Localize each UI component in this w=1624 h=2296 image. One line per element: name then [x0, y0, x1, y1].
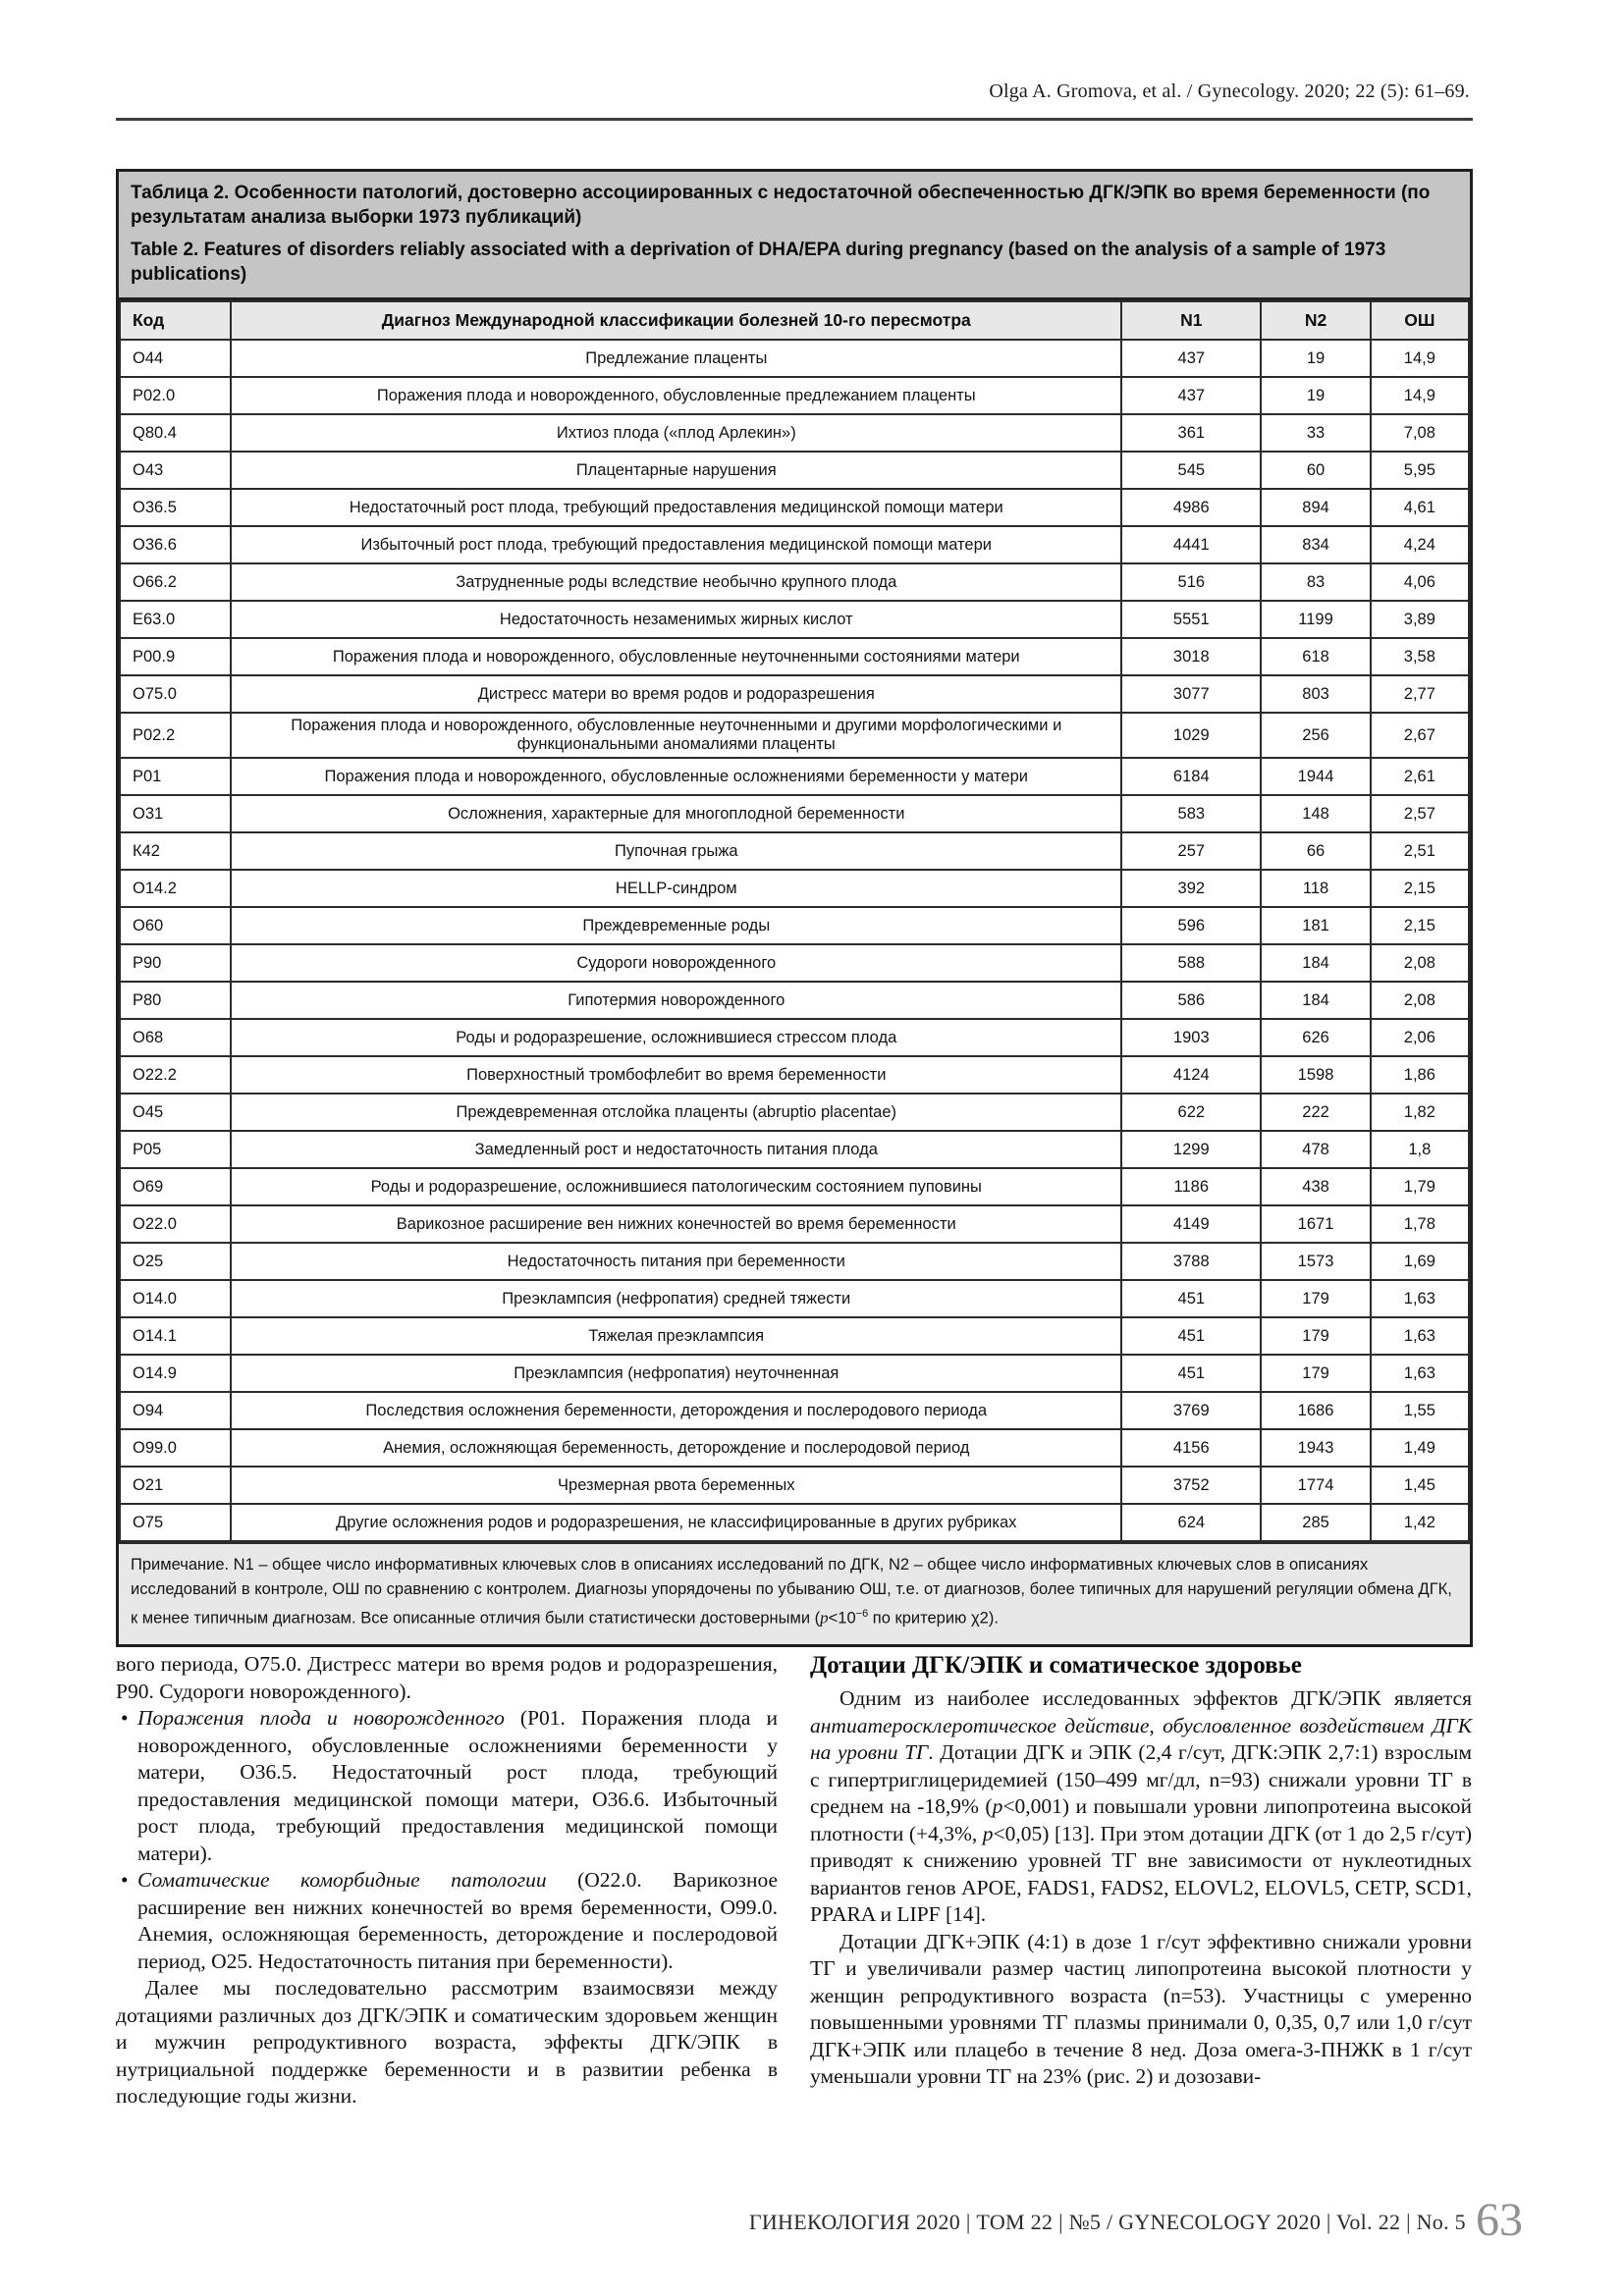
cell-code: О14.0 [120, 1280, 231, 1317]
table-row [120, 1317, 1469, 1355]
cell-diagnosis: Осложнения, характерные для многоплодной беременности [231, 795, 1121, 832]
cell-value: 179 [1261, 1317, 1370, 1355]
cell-code: О66.2 [120, 563, 231, 601]
cell-diagnosis: Предлежание плаценты [231, 340, 1121, 377]
paragraph [810, 1685, 1472, 1929]
table-row [120, 1243, 1469, 1280]
cell-diagnosis: Преэклампсия (нефропатия) средней тяжести [231, 1280, 1121, 1317]
cell-code: Р05 [120, 1131, 231, 1168]
cell-value: 1,86 [1371, 1056, 1469, 1094]
note-p-italic: p [820, 1608, 829, 1628]
cell-value: 1,78 [1371, 1205, 1469, 1243]
text-segment: <0,001) и повышали уровни липопротеина высокой плотности (+4,3%, [810, 1794, 1472, 1845]
table-row [120, 832, 1469, 870]
cell-code: Р00.9 [120, 638, 231, 675]
cell-value: 586 [1121, 982, 1261, 1019]
cell-diagnosis: Преэклампсия (нефропатия) неуточненная [231, 1355, 1121, 1392]
cell-code: О36.5 [120, 489, 231, 526]
cell-value: 3018 [1121, 638, 1261, 675]
paragraph [116, 1975, 778, 2110]
cell-value: 1,42 [1371, 1504, 1469, 1541]
cell-value: 545 [1121, 452, 1261, 489]
table-row [120, 452, 1469, 489]
cell-value: 624 [1121, 1504, 1261, 1541]
cell-value: 256 [1261, 713, 1370, 758]
cell-code: Р80 [120, 982, 231, 1019]
table-row [120, 1280, 1469, 1317]
note-text: Примечание. N1 – общее число информативных ключевых слов в описаниях исследований по ДГК, N2 – общее число информативных ключевых слов в описаниях исследований в контроле, ОШ по сравнению с контролем. Диагнозы упорядочены по убыванию ОШ, т.е. от диагнозов, более типичных для нарушений регуляции обмена ДГК, к менее типичным диагнозам. Все описанные отличия были статистически достоверными ( [131, 1556, 1452, 1628]
cell-value: 3769 [1121, 1392, 1261, 1429]
table-row [120, 563, 1469, 601]
cell-value: 2,15 [1371, 907, 1469, 944]
cell-code: О44 [120, 340, 231, 377]
cell-value: 3077 [1121, 675, 1261, 713]
cell-diagnosis: Роды и родоразрешение, осложнившиеся стрессом плода [231, 1019, 1121, 1056]
cell-diagnosis: Роды и родоразрешение, осложнившиеся патологическим состоянием пуповины [231, 1168, 1121, 1205]
cell-value: 66 [1261, 832, 1370, 870]
table-row [120, 675, 1469, 713]
bullet-marker: • [121, 1868, 129, 1892]
table-row [120, 870, 1469, 907]
cell-code: Е63.0 [120, 601, 231, 638]
cell-value: 5,95 [1371, 452, 1469, 489]
cell-code: О36.6 [120, 526, 231, 563]
cell-code: О43 [120, 452, 231, 489]
cell-code: Р02.0 [120, 377, 231, 414]
cell-value: 2,08 [1371, 982, 1469, 1019]
cell-diagnosis: Плацентарные нарушения [231, 452, 1121, 489]
cell-diagnosis: Недостаточный рост плода, требующий предоставления медицинской помощи матери [231, 489, 1121, 526]
cell-value: 1671 [1261, 1205, 1370, 1243]
cell-value: 6184 [1121, 758, 1261, 795]
table-header-row [120, 301, 1469, 340]
table-row [120, 1392, 1469, 1429]
cell-diagnosis: Пупочная грыжа [231, 832, 1121, 870]
cell-value: 437 [1121, 377, 1261, 414]
page-footer [748, 2194, 1523, 2246]
cell-value: 184 [1261, 944, 1370, 982]
cell-value: 14,9 [1371, 340, 1469, 377]
cell-value: 4124 [1121, 1056, 1261, 1094]
cell-code: О25 [120, 1243, 231, 1280]
note-text: по критерию χ2). [868, 1609, 999, 1628]
article-body [116, 1651, 1473, 2110]
table-row [120, 601, 1469, 638]
cell-value: 179 [1261, 1355, 1370, 1392]
table-row [120, 1467, 1469, 1504]
cell-value: 1,82 [1371, 1094, 1469, 1131]
cell-value: 1,63 [1371, 1355, 1469, 1392]
cell-value: 148 [1261, 795, 1370, 832]
cell-diagnosis: Преждевременная отслойка плаценты (abruptio placentae) [231, 1094, 1121, 1131]
cell-value: 894 [1261, 489, 1370, 526]
cell-diagnosis: Поверхностный тромбофлебит во время беременности [231, 1056, 1121, 1094]
cell-value: 583 [1121, 795, 1261, 832]
cell-value: 3,89 [1371, 601, 1469, 638]
text-segment: Одним из наиболее исследованных эффектов ДГК/ЭПК является [839, 1686, 1472, 1710]
cell-value: 285 [1261, 1504, 1370, 1541]
cell-diagnosis: Ихтиоз плода («плод Арлекин») [231, 414, 1121, 452]
table-row [120, 489, 1469, 526]
text-segment: Дотации ДГК+ЭПК (4:1) в дозе 1 г/сут эффективно снижали уровни ТГ и увеличивали размер частиц липопротеина высокой плотности у женщин репродуктивного возраста (n=53). Участницы с умеренно повышенными уровнями ТГ плазмы принимали 0, 0,35, 0,7 или 1,0 г/сут ДГК+ЭПК или плацебо в течение 8 нед. Доза омега-3-ПНЖК в 1 г/сут уменьшали уровни ТГ на 23% (рис. 2) и дозозави- [810, 1929, 1472, 2088]
cell-diagnosis: Недостаточность незаменимых жирных кислот [231, 601, 1121, 638]
cell-code: Р90 [120, 944, 231, 982]
cell-value: 19 [1261, 340, 1370, 377]
cell-code: О45 [120, 1094, 231, 1131]
text-segment: Далее мы последовательно рассмотрим взаимосвязи между дотациями различных доз ДГК/ЭПК и соматическим здоровьем женщин и мужчин репродуктивного возраста, эффекты ДГК/ЭПК в нутрициальной поддержке беременности и в развитии ребенка в последующие годы жизни. [116, 1976, 778, 2108]
bullet-marker: • [121, 1706, 129, 1730]
table2-grid [119, 300, 1470, 1542]
text-segment: антиатеросклеротическое действие, обусловленное воздействием ДГК на уровни ТГ [810, 1713, 1472, 1764]
cell-value: 2,08 [1371, 944, 1469, 982]
cell-code: О75 [120, 1504, 231, 1541]
cell-value: 1,49 [1371, 1429, 1469, 1467]
cell-value: 1186 [1121, 1168, 1261, 1205]
table2-title [119, 172, 1470, 300]
cell-value: 2,67 [1371, 713, 1469, 758]
cell-value: 451 [1121, 1280, 1261, 1317]
cell-code: О14.1 [120, 1317, 231, 1355]
cell-value: 3788 [1121, 1243, 1261, 1280]
cell-code: Р02.2 [120, 713, 231, 758]
cell-value: 1,79 [1371, 1168, 1469, 1205]
table-row [120, 944, 1469, 982]
cell-code: О21 [120, 1467, 231, 1504]
cell-diagnosis: Дистресс матери во время родов и родоразрешения [231, 675, 1121, 713]
cell-value: 1944 [1261, 758, 1370, 795]
cell-value: 2,77 [1371, 675, 1469, 713]
cell-value: 4,06 [1371, 563, 1469, 601]
cell-diagnosis: Тяжелая преэклампсия [231, 1317, 1121, 1355]
table2-note [119, 1542, 1470, 1644]
cell-value: 478 [1261, 1131, 1370, 1168]
cell-code: О68 [120, 1019, 231, 1056]
cell-value: 1,63 [1371, 1317, 1469, 1355]
table-row [120, 1131, 1469, 1168]
cell-value: 1,55 [1371, 1392, 1469, 1429]
cell-value: 1774 [1261, 1467, 1370, 1504]
column-header: N2 [1261, 301, 1370, 340]
cell-value: 184 [1261, 982, 1370, 1019]
cell-value: 4441 [1121, 526, 1261, 563]
table2 [116, 169, 1473, 1647]
cell-value: 179 [1261, 1280, 1370, 1317]
cell-diagnosis: Недостаточность питания при беременности [231, 1243, 1121, 1280]
cell-code: О75.0 [120, 675, 231, 713]
cell-code: О22.0 [120, 1205, 231, 1243]
text-segment: (О22.0. Варикозное расширение вен нижних конечностей во время беременности, О99.0. Анемия, осложняющая беременность, деторождение и послеродовой период, О25. Недостаточность питания при беременности). [137, 1868, 778, 1973]
cell-value: 1903 [1121, 1019, 1261, 1056]
cell-diagnosis: Анемия, осложняющая беременность, деторождение и послеродовой период [231, 1429, 1121, 1467]
cell-diagnosis: Варикозное расширение вен нижних конечностей во время беременности [231, 1205, 1121, 1243]
cell-value: 588 [1121, 944, 1261, 982]
cell-value: 451 [1121, 1355, 1261, 1392]
cell-diagnosis: Судороги новорожденного [231, 944, 1121, 982]
cell-value: 1,45 [1371, 1467, 1469, 1504]
cell-value: 60 [1261, 452, 1370, 489]
cell-value: 1,8 [1371, 1131, 1469, 1168]
cell-value: 803 [1261, 675, 1370, 713]
cell-code: О31 [120, 795, 231, 832]
cell-code: К42 [120, 832, 231, 870]
table-row [120, 795, 1469, 832]
cell-diagnosis: Замедленный рост и недостаточность питания плода [231, 1131, 1121, 1168]
table2-title-ru: Таблица 2. Особенности патологий, достоверно ассоциированных с недостаточной обеспеченностью ДГК/ЭПК во время беременности (по результатам анализа выборки 1973 публикаций) [131, 183, 1431, 228]
cell-value: 596 [1121, 907, 1261, 944]
table-row [120, 1019, 1469, 1056]
cell-value: 33 [1261, 414, 1370, 452]
cell-diagnosis: Избыточный рост плода, требующий предоставления медицинской помощи матери [231, 526, 1121, 563]
table-row [120, 713, 1469, 758]
table2-title-en: Table 2. Features of disorders reliably associated with a deprivation of DHA/EPA during pregnancy (based on the analysis of a sample of 1973 publications) [131, 240, 1386, 285]
cell-code: О60 [120, 907, 231, 944]
cell-value: 222 [1261, 1094, 1370, 1131]
cell-value: 1029 [1121, 713, 1261, 758]
cell-code: О69 [120, 1168, 231, 1205]
cell-diagnosis: Другие осложнения родов и родоразрешения, не классифицированные в других рубриках [231, 1504, 1121, 1541]
cell-value: 2,51 [1371, 832, 1469, 870]
cell-value: 1598 [1261, 1056, 1370, 1094]
text-segment: вого периода, О75.0. Дистресс матери во время родов и родоразрешения, Р90. Судороги новорожденного). [116, 1652, 778, 1703]
cell-value: 4986 [1121, 489, 1261, 526]
cell-value: 1299 [1121, 1131, 1261, 1168]
cell-diagnosis: Поражения плода и новорожденного, обусловленные неуточненными и другими морфологическими и функциональными аномалиями плаценты [231, 713, 1121, 758]
text-segment: Соматические коморбидные патологии [137, 1868, 547, 1892]
cell-value: 361 [1121, 414, 1261, 452]
right-column [810, 1651, 1472, 2110]
cell-value: 622 [1121, 1094, 1261, 1131]
cell-diagnosis: Чрезмерная рвота беременных [231, 1467, 1121, 1504]
cell-code: Q80.4 [120, 414, 231, 452]
cell-value: 118 [1261, 870, 1370, 907]
text-segment: p [982, 1821, 994, 1845]
column-header: ОШ [1371, 301, 1469, 340]
cell-code: О14.9 [120, 1355, 231, 1392]
table-row [120, 1168, 1469, 1205]
cell-value: 516 [1121, 563, 1261, 601]
text-segment: p [992, 1794, 1003, 1818]
bullet-item [116, 1867, 778, 1975]
paragraph [116, 1651, 778, 1705]
cell-diagnosis: Затрудненные роды вследствие необычно крупного плода [231, 563, 1121, 601]
paragraph [810, 1929, 1472, 2091]
cell-value: 4,24 [1371, 526, 1469, 563]
text-segment: (Р01. Поражения плода и новорожденного, обусловленные осложнениями беременности у матери, О36.5. Недостаточный рост плода, требующий предоставления медицинской помощи матери, О36.6. Избыточный рост плода, требующий предоставления медицинской помощи матери). [137, 1706, 778, 1865]
cell-value: 1199 [1261, 601, 1370, 638]
table-row [120, 1355, 1469, 1392]
journal-footer-line: ГИНЕКОЛОГИЯ 2020 | ТОМ 22 | №5 / GYNECOLOGY 2020 | Vol. 22 | No. 5 [748, 2210, 1466, 2234]
table-row [120, 907, 1469, 944]
cell-value: 4,61 [1371, 489, 1469, 526]
table-row [120, 414, 1469, 452]
left-column [116, 1651, 778, 2110]
page-number: 63 [1476, 2194, 1523, 2246]
table-row [120, 340, 1469, 377]
cell-code: О94 [120, 1392, 231, 1429]
cell-code: О99.0 [120, 1429, 231, 1467]
cell-value: 438 [1261, 1168, 1370, 1205]
cell-value: 181 [1261, 907, 1370, 944]
cell-value: 1943 [1261, 1429, 1370, 1467]
cell-diagnosis: Гипотермия новорожденного [231, 982, 1121, 1019]
cell-code: Р01 [120, 758, 231, 795]
header-rule [116, 118, 1473, 121]
text-segment: <0,05) [13]. При этом дотации ДГК (от 1 до 2,5 г/сут) приводят к снижению уровней ТГ вне зависимости от нуклеотидных вариантов генов APOE, FADS1, FADS2, ELOVL2, ELOVL5, CETP, SCD1, PPARA и LIPF [14]. [810, 1821, 1472, 1926]
cell-value: 1,63 [1371, 1280, 1469, 1317]
cell-value: 1686 [1261, 1392, 1370, 1429]
cell-value: 626 [1261, 1019, 1370, 1056]
cell-value: 451 [1121, 1317, 1261, 1355]
table-row [120, 1205, 1469, 1243]
cell-diagnosis: Последствия осложнения беременности, деторождения и послеродового периода [231, 1392, 1121, 1429]
table-row [120, 1056, 1469, 1094]
cell-value: 14,9 [1371, 377, 1469, 414]
note-superscript: −6 [855, 1608, 869, 1620]
column-header: Диагноз Международной классификации болезней 10-го пересмотра [231, 301, 1121, 340]
cell-value: 437 [1121, 340, 1261, 377]
table-row [120, 526, 1469, 563]
table-row [120, 758, 1469, 795]
running-head-citation: Olga A. Gromova, et al. / Gynecology. 2020; 22 (5): 61–69. [989, 80, 1470, 102]
cell-value: 2,15 [1371, 870, 1469, 907]
text-segment: . Дотации ДГК и ЭПК (2,4 г/сут, ДГК:ЭПК 2,7:1) взрослым с гипертриглицеридемией (150–499 мг/дл, n=93) снижали уровни ТГ в среднем на -18,9% ( [810, 1740, 1472, 1818]
table-body [120, 340, 1469, 1541]
cell-value: 1573 [1261, 1243, 1370, 1280]
table-row [120, 377, 1469, 414]
column-header: Код [120, 301, 231, 340]
cell-diagnosis: Преждевременные роды [231, 907, 1121, 944]
cell-diagnosis: Поражения плода и новорожденного, обусловленные осложнениями беременности у матери [231, 758, 1121, 795]
cell-value: 618 [1261, 638, 1370, 675]
cell-diagnosis: Поражения плода и новорожденного, обусловленные предлежанием плаценты [231, 377, 1121, 414]
table-row [120, 1094, 1469, 1131]
cell-value: 834 [1261, 526, 1370, 563]
cell-value: 2,61 [1371, 758, 1469, 795]
cell-value: 4156 [1121, 1429, 1261, 1467]
cell-code: О14.2 [120, 870, 231, 907]
cell-value: 4149 [1121, 1205, 1261, 1243]
table-row [120, 982, 1469, 1019]
section-heading: Дотации ДГК/ЭПК и соматическое здоровье [810, 1652, 1302, 1679]
cell-diagnosis: Поражения плода и новорожденного, обусловленные неуточненными состояниями матери [231, 638, 1121, 675]
cell-code: О22.2 [120, 1056, 231, 1094]
cell-value: 19 [1261, 377, 1370, 414]
cell-value: 1,69 [1371, 1243, 1469, 1280]
cell-value: 3,58 [1371, 638, 1469, 675]
table-row [120, 638, 1469, 675]
column-header: N1 [1121, 301, 1261, 340]
cell-diagnosis: HELLP-синдром [231, 870, 1121, 907]
cell-value: 2,06 [1371, 1019, 1469, 1056]
cell-value: 392 [1121, 870, 1261, 907]
cell-value: 83 [1261, 563, 1370, 601]
text-segment: Поражения плода и новорожденного [137, 1706, 505, 1730]
cell-value: 3752 [1121, 1467, 1261, 1504]
table-row [120, 1429, 1469, 1467]
cell-value: 2,57 [1371, 795, 1469, 832]
cell-value: 5551 [1121, 601, 1261, 638]
cell-value: 7,08 [1371, 414, 1469, 452]
cell-value: 257 [1121, 832, 1261, 870]
note-text: <10 [828, 1609, 856, 1628]
table-row [120, 1504, 1469, 1541]
bullet-item [116, 1705, 778, 1867]
